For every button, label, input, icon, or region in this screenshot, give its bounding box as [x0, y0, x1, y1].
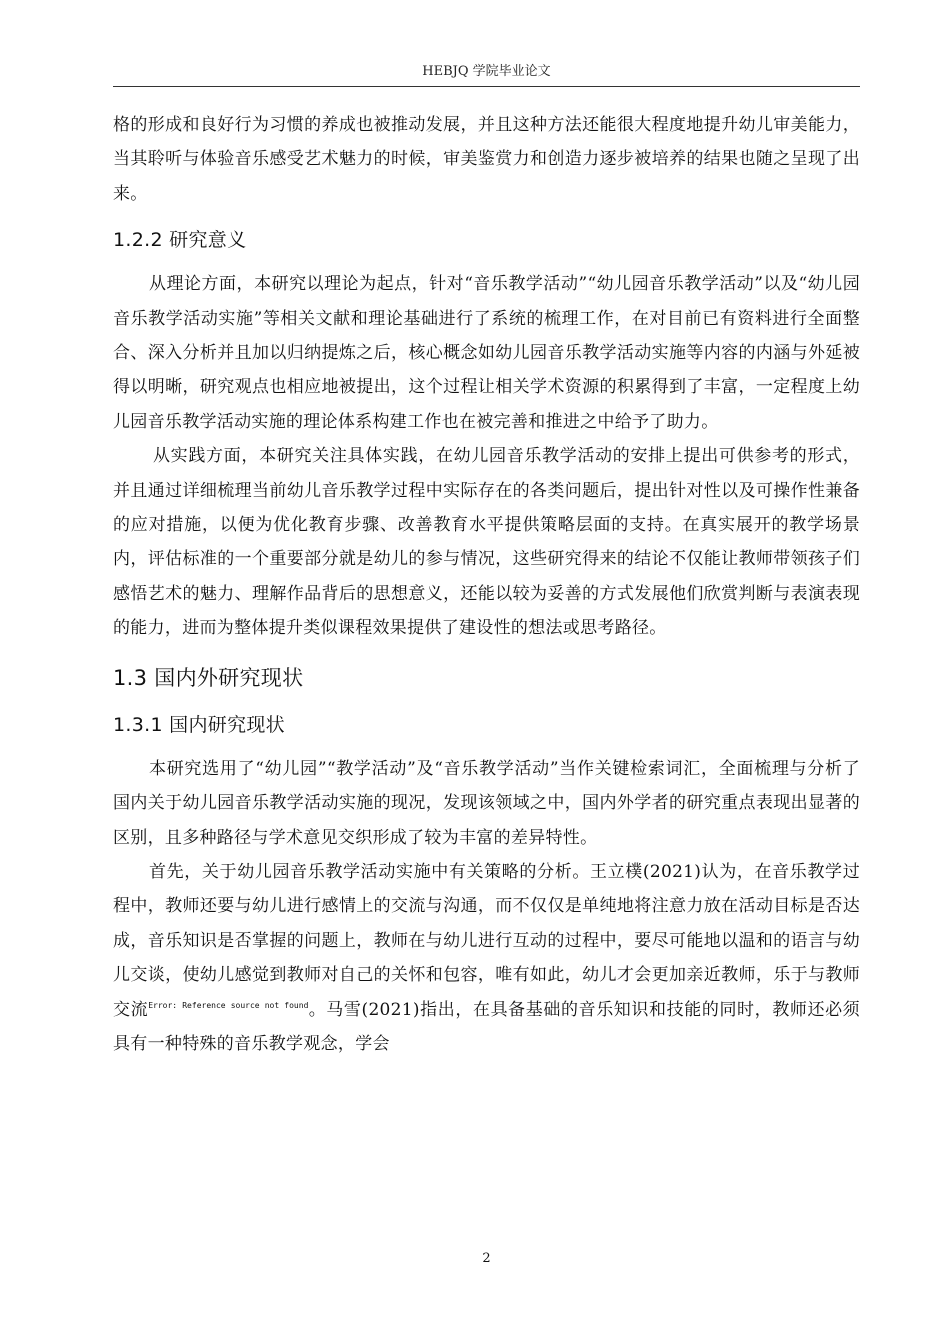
paragraph-practice: 从实践方面，本研究关注具体实践，在幼儿园音乐教学活动的安排上提出可供参考的形式，并且通过详细梳理当前幼儿音乐教学过程中实际存在的各类问题后，提出针对性以及可操作性兼备的应对措施，以便为优化教育步骤、改善教育水平提供策略层面的支持。在真实展开的教学场景内，评估标准的一个重要部分就是幼儿的参与情况，这些研究得来的结论不仅能让教师带领孩子们感悟艺术的魅力、理解作品背后的思想意义，还能以较为妥善的方式发展他们欣赏判断与表演表现的能力，进而为整体提升类似课程效果提供了建设性的想法或思考路径。 — [113, 446, 860, 639]
paragraph-first — [113, 855, 860, 1061]
header-rule — [113, 86, 860, 87]
section-heading-1-3-1: 1.3.1 国内研究现状 — [113, 713, 285, 736]
paragraph-first-text-a: 首先，关于幼儿园音乐教学活动实施中有关策略的分析。王立樸(2021)认为，在音乐教学过程中，教师还要与幼儿进行感情上的交流与沟通，而不仅仅是单纯地将注意力放在活动目标是否达成，音乐知识是否掌握的问题上，教师在与幼儿进行互动的过程中，要尽可能地以温和的语言与幼儿交谈，使幼儿感觉到教师对自己的关怀和包容，唯有如此，幼儿才会更加亲近教师，乐于与教师交流 — [113, 861, 860, 1020]
page-body — [113, 108, 860, 1061]
section-heading-1-3: 1.3 国内外研究现状 — [113, 665, 304, 690]
running-header: HEBJQ 学院毕业论文 — [422, 64, 551, 79]
page-number: 2 — [482, 1251, 491, 1266]
paragraph-continued: 格的形成和良好行为习惯的养成也被推动发展，并且这种方法还能很大程度地提升幼儿审美能力，当其聆听与体验音乐感受艺术魅力的时候，审美鉴赏力和创造力逐步被培养的结果也随之呈现了出来。 — [113, 115, 860, 204]
paragraph-theory: 从理论方面，本研究以理论为起点，针对“音乐教学活动”“幼儿园音乐教学活动”以及“幼儿园音乐教学活动实施”等相关文献和理论基础进行了系统的梳理工作，在对目前已有资料进行全面整合、深入分析并且加以归纳提炼之后，核心概念如幼儿园音乐教学活动实施等内容的内涵与外延被得以明晰，研究观点也相应地被提出，这个过程让相关学术资源的积累得到了丰富，一定程度上幼儿园音乐教学活动实施的理论体系构建工作也在被完善和推进之中给予了助力。 — [113, 274, 860, 432]
reference-error-superscript: Error: Reference source not found — [148, 1000, 309, 1010]
paragraph-intro: 本研究选用了“幼儿园”“教学活动”及“音乐教学活动”当作关键检索词汇，全面梳理与分析了国内关于幼儿园音乐教学活动实施的现况，发现该领域之中，国内外学者的研究重点表现出显著的区别，且多种路径与学术意见交织形成了较为丰富的差异特性。 — [113, 758, 860, 848]
paragraph-first-text-b: 。马雪(2021)指出，在具备基础的音乐知识和技能的同时，教师还必须具有一种特殊的音乐教学观念，学会 — [113, 999, 860, 1054]
section-heading-1-2-2: 1.2.2 研究意义 — [113, 229, 247, 252]
